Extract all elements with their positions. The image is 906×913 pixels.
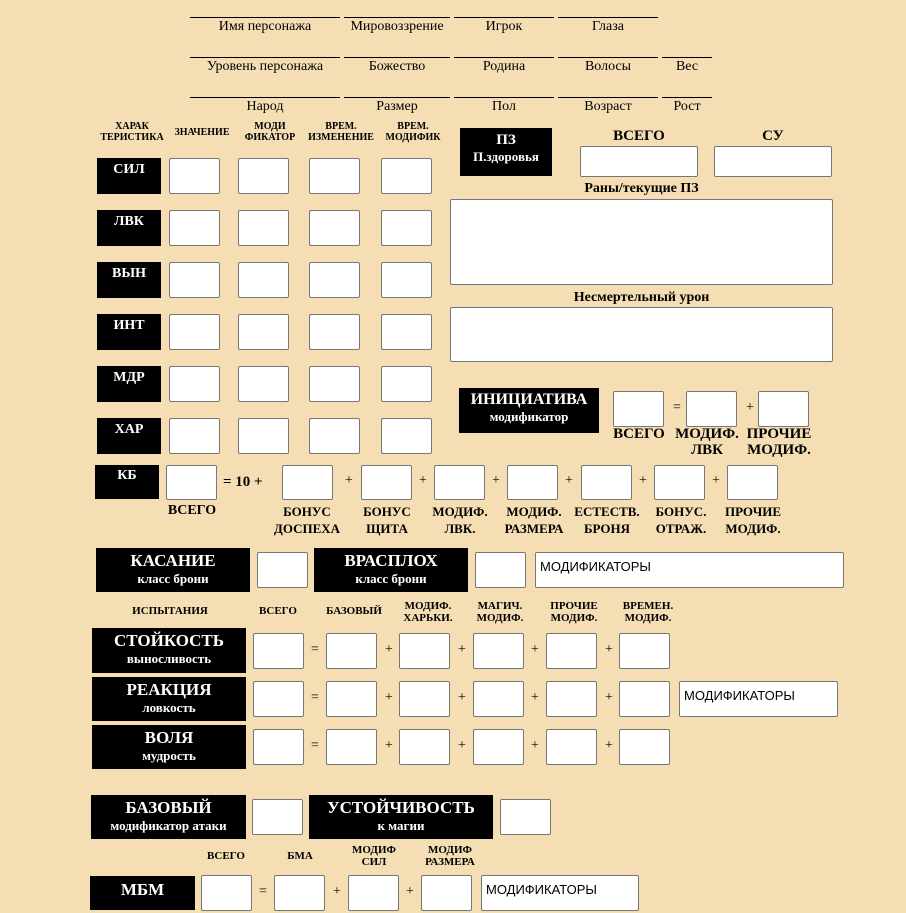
will-base-input[interactable] <box>326 729 377 765</box>
cmb-plus-2: + <box>406 884 414 899</box>
ability-int-label: ИНТ <box>97 314 161 350</box>
will-plus-2: + <box>458 738 466 753</box>
ac-dex-input[interactable] <box>434 465 485 500</box>
size-line[interactable] <box>344 97 450 98</box>
initiative-subtitle: модификатор <box>489 409 569 424</box>
name-label: Имя персонажа <box>218 19 312 34</box>
int-modifier-input[interactable] <box>238 314 289 350</box>
level-line[interactable] <box>190 57 340 58</box>
initiative-misc-label: ПРОЧИЕ МОДИФ. <box>746 426 812 458</box>
reflex-plus-2: + <box>458 690 466 705</box>
saves-header: ИСПЫТАНИЯ <box>132 605 208 617</box>
weight-label: Вес <box>675 59 699 74</box>
will-plus-4: + <box>605 738 613 753</box>
ac-natural-input[interactable] <box>581 465 632 500</box>
player-line[interactable] <box>454 17 554 18</box>
fortitude-plus-2: + <box>458 642 466 657</box>
age-line[interactable] <box>558 97 658 98</box>
fortitude-plus-1: + <box>385 642 393 657</box>
cmb-total-input[interactable] <box>201 875 252 911</box>
con-modifier-input[interactable] <box>238 262 289 298</box>
hp-title: ПЗ <box>496 132 516 148</box>
spell-resistance-subtitle: к магии <box>377 818 425 833</box>
nonlethal-label: Несмертельный урон <box>573 290 710 305</box>
bab-title: БАЗОВЫЙ <box>125 798 212 817</box>
flatfooted-ac-input[interactable] <box>475 552 526 588</box>
race-label: Народ <box>246 99 284 114</box>
fortitude-subtitle: выносливость <box>126 651 212 666</box>
cmb-title: МБМ <box>90 876 195 910</box>
fortitude-temp-input[interactable] <box>619 633 670 669</box>
ac-deflection-input[interactable] <box>654 465 705 500</box>
cha-temp-adjust-input[interactable] <box>309 418 360 454</box>
initiative-total-input[interactable] <box>613 391 664 427</box>
will-eq: = <box>311 738 319 753</box>
alignment-line[interactable] <box>344 17 450 18</box>
dex-temp-adjust-input[interactable] <box>309 210 360 246</box>
temp-adjust-col-header: ВРЕМ. ИЗМЕНЕНИЕ <box>308 121 374 143</box>
initiative-dex-label: МОДИФ. ЛВК <box>675 426 739 458</box>
fortitude-title: СТОЙКОСТЬ <box>113 631 225 650</box>
str-temp-adjust-input[interactable] <box>309 158 360 194</box>
cha-score-input[interactable] <box>169 418 220 454</box>
con-temp-mod-input[interactable] <box>381 262 432 298</box>
wis-score-input[interactable] <box>169 366 220 402</box>
ac-plus-1: + <box>345 473 353 488</box>
spell-resistance-input[interactable] <box>500 799 551 835</box>
hp-total-label: ВСЕГО <box>613 128 665 144</box>
wis-temp-adjust-input[interactable] <box>309 366 360 402</box>
dex-score-input[interactable] <box>169 210 220 246</box>
ac-misc-input[interactable] <box>727 465 778 500</box>
cmb-eq: = <box>259 884 267 899</box>
ac-size-label: МОДИФ. РАЗМЕРА <box>504 504 564 536</box>
cmb-plus-1: + <box>333 884 341 899</box>
homeland-line[interactable] <box>454 57 554 58</box>
weight-line[interactable] <box>662 57 712 58</box>
ability-dex-label: ЛВК <box>97 210 161 246</box>
ac-armor-label: БОНУС ДОСПЕХА <box>273 504 341 536</box>
eyes-line[interactable] <box>558 17 658 18</box>
ac-size-input[interactable] <box>507 465 558 500</box>
saves-misc-header: ПРОЧИЕ МОДИФ. <box>550 600 598 624</box>
modifier-col-header: МОДИ ФИКАТОР <box>244 121 296 143</box>
saves-temp-header: ВРЕМЕН. МОДИФ. <box>622 600 674 624</box>
str-score-input[interactable] <box>169 158 220 194</box>
flatfooted-ac-block <box>314 548 468 592</box>
ac-plus-2: + <box>419 473 427 488</box>
fortitude-base-input[interactable] <box>326 633 377 669</box>
ac-armor-input[interactable] <box>282 465 333 500</box>
will-block <box>92 725 246 769</box>
int-score-input[interactable] <box>169 314 220 350</box>
initiative-plus: + <box>746 400 754 415</box>
age-label: Возраст <box>584 99 632 114</box>
initiative-title-block <box>459 388 599 433</box>
ability-cha-label: ХАР <box>97 418 161 454</box>
fortitude-plus-3: + <box>531 642 539 657</box>
ac-total-label: ВСЕГО <box>167 503 217 518</box>
wis-temp-mod-input[interactable] <box>381 366 432 402</box>
damage-reduction-label: СУ <box>762 128 784 144</box>
spell-resistance-title: УСТОЙЧИВОСТЬ <box>327 798 475 817</box>
will-title: ВОЛЯ <box>144 728 194 747</box>
fortitude-ability-input[interactable] <box>399 633 450 669</box>
str-modifier-input[interactable] <box>238 158 289 194</box>
saves-magic-header: МАГИЧ. МОДИФ. <box>476 600 524 624</box>
reflex-magic-input[interactable] <box>473 681 524 717</box>
alignment-label: Мировоззрение <box>350 19 444 34</box>
con-score-input[interactable] <box>169 262 220 298</box>
height-line[interactable] <box>662 97 712 98</box>
gender-label: Пол <box>492 99 516 114</box>
ac-dex-label: МОДИФ. ЛВК. <box>432 504 488 536</box>
touch-title: КАСАНИЕ <box>130 551 216 570</box>
saves-ability-header: МОДИФ. ХАРЬКИ. <box>403 600 453 624</box>
hair-label: Волосы <box>584 59 632 74</box>
ac-plus-6: + <box>712 473 720 488</box>
deity-line[interactable] <box>344 57 450 58</box>
int-temp-mod-input[interactable] <box>381 314 432 350</box>
reflex-plus-4: + <box>605 690 613 705</box>
reflex-block <box>92 677 246 721</box>
reflex-plus-1: + <box>385 690 393 705</box>
homeland-label: Родина <box>482 59 526 74</box>
initiative-total-label: ВСЕГО <box>613 426 665 442</box>
hp-subtitle: П.здоровья <box>473 149 539 164</box>
ability-str-label: СИЛ <box>97 158 161 194</box>
cha-temp-mod-input[interactable] <box>381 418 432 454</box>
will-temp-input[interactable] <box>619 729 670 765</box>
deity-label: Божество <box>368 59 426 74</box>
will-ability-input[interactable] <box>399 729 450 765</box>
touch-ac-input[interactable] <box>257 552 308 588</box>
ac-shield-label: БОНУС ЩИТА <box>363 504 411 536</box>
cmb-size-header: МОДИФ РАЗМЕРА <box>425 844 475 868</box>
fortitude-magic-input[interactable] <box>473 633 524 669</box>
spell-resistance-block <box>309 795 493 839</box>
will-misc-input[interactable] <box>546 729 597 765</box>
saves-total-header: ВСЕГО <box>259 605 297 617</box>
player-label: Игрок <box>485 19 523 34</box>
int-temp-adjust-input[interactable] <box>309 314 360 350</box>
dex-modifier-input[interactable] <box>238 210 289 246</box>
wounds-textarea[interactable] <box>450 199 833 285</box>
temp-mod-col-header: ВРЕМ. МОДИФИК <box>385 121 441 143</box>
reflex-temp-input[interactable] <box>619 681 670 717</box>
ac-deflection-label: БОНУС. ОТРАЖ. <box>655 504 707 536</box>
bab-block <box>91 795 246 839</box>
reflex-misc-input[interactable] <box>546 681 597 717</box>
height-label: Рост <box>673 99 701 114</box>
cmb-bab-input[interactable] <box>274 875 325 911</box>
fortitude-eq: = <box>311 642 319 657</box>
ability-col-header: ХАРАК ТЕРИСТИКА <box>100 121 164 143</box>
reflex-subtitle: ловкость <box>142 700 196 715</box>
bab-subtitle: модификатор атаки <box>110 818 227 833</box>
cmb-total-header: ВСЕГО <box>207 850 245 862</box>
ac-base: = 10 + <box>223 474 263 490</box>
fortitude-plus-4: + <box>605 642 613 657</box>
reflex-total-input[interactable] <box>253 681 304 717</box>
reflex-base-input[interactable] <box>326 681 377 717</box>
bab-input[interactable] <box>252 799 303 835</box>
fortitude-misc-input[interactable] <box>546 633 597 669</box>
hair-line[interactable] <box>558 57 658 58</box>
will-plus-1: + <box>385 738 393 753</box>
ac-modifiers-input[interactable]: МОДИФИКАТОРЫ <box>535 552 844 588</box>
hp-total-input[interactable] <box>580 146 698 177</box>
str-temp-mod-input[interactable] <box>381 158 432 194</box>
cmb-modifiers-input[interactable]: МОДИФИКАТОРЫ <box>481 875 639 911</box>
gender-line[interactable] <box>454 97 554 98</box>
ac-misc-label: ПРОЧИЕ МОДИФ. <box>724 504 782 536</box>
reflex-plus-3: + <box>531 690 539 705</box>
con-temp-adjust-input[interactable] <box>309 262 360 298</box>
race-line[interactable] <box>190 97 340 98</box>
level-label: Уровень персонажа <box>206 59 324 74</box>
initiative-dex-input[interactable] <box>686 391 737 427</box>
ability-con-label: ВЫН <box>97 262 161 298</box>
nonlethal-textarea[interactable] <box>450 307 833 362</box>
ac-total-input[interactable] <box>166 465 217 500</box>
name-line[interactable] <box>190 17 340 18</box>
ac-plus-3: + <box>492 473 500 488</box>
initiative-title: ИНИЦИАТИВА <box>470 391 588 408</box>
reflex-ability-input[interactable] <box>399 681 450 717</box>
will-plus-3: + <box>531 738 539 753</box>
eyes-label: Глаза <box>592 19 624 34</box>
damage-reduction-input[interactable] <box>714 146 832 177</box>
flatfooted-title: ВРАСПЛОХ <box>344 551 438 570</box>
fortitude-total-input[interactable] <box>253 633 304 669</box>
will-subtitle: мудрость <box>142 748 196 763</box>
touch-ac-block <box>96 548 250 592</box>
saves-base-header: БАЗОВЫЙ <box>326 605 382 617</box>
will-magic-input[interactable] <box>473 729 524 765</box>
wis-modifier-input[interactable] <box>238 366 289 402</box>
cha-modifier-input[interactable] <box>238 418 289 454</box>
will-total-input[interactable] <box>253 729 304 765</box>
ac-shield-input[interactable] <box>361 465 412 500</box>
size-label: Размер <box>376 99 418 114</box>
cmb-str-header: МОДИФ СИЛ <box>352 844 396 868</box>
cmb-size-input[interactable] <box>421 875 472 911</box>
touch-subtitle: класс брони <box>137 571 209 586</box>
ac-plus-5: + <box>639 473 647 488</box>
ac-title: КБ <box>95 465 159 499</box>
reflex-title: РЕАКЦИЯ <box>126 680 212 699</box>
initiative-misc-input[interactable] <box>758 391 809 427</box>
cmb-str-input[interactable] <box>348 875 399 911</box>
ac-plus-4: + <box>565 473 573 488</box>
ability-wis-label: МДР <box>97 366 161 402</box>
hp-title-block <box>460 128 552 176</box>
cmb-bab-header: БМА <box>287 850 313 862</box>
reflex-eq: = <box>311 690 319 705</box>
initiative-eq: = <box>673 400 681 415</box>
saves-modifiers-input[interactable]: МОДИФИКАТОРЫ <box>679 681 838 717</box>
flatfooted-subtitle: класс брони <box>355 571 427 586</box>
fortitude-block <box>92 628 246 673</box>
dex-temp-mod-input[interactable] <box>381 210 432 246</box>
ac-natural-label: ЕСТЕСТВ. БРОНЯ <box>574 504 640 536</box>
score-col-header: ЗНАЧЕНИЕ <box>174 127 230 138</box>
wounds-label: Раны/текущие ПЗ <box>584 181 699 196</box>
